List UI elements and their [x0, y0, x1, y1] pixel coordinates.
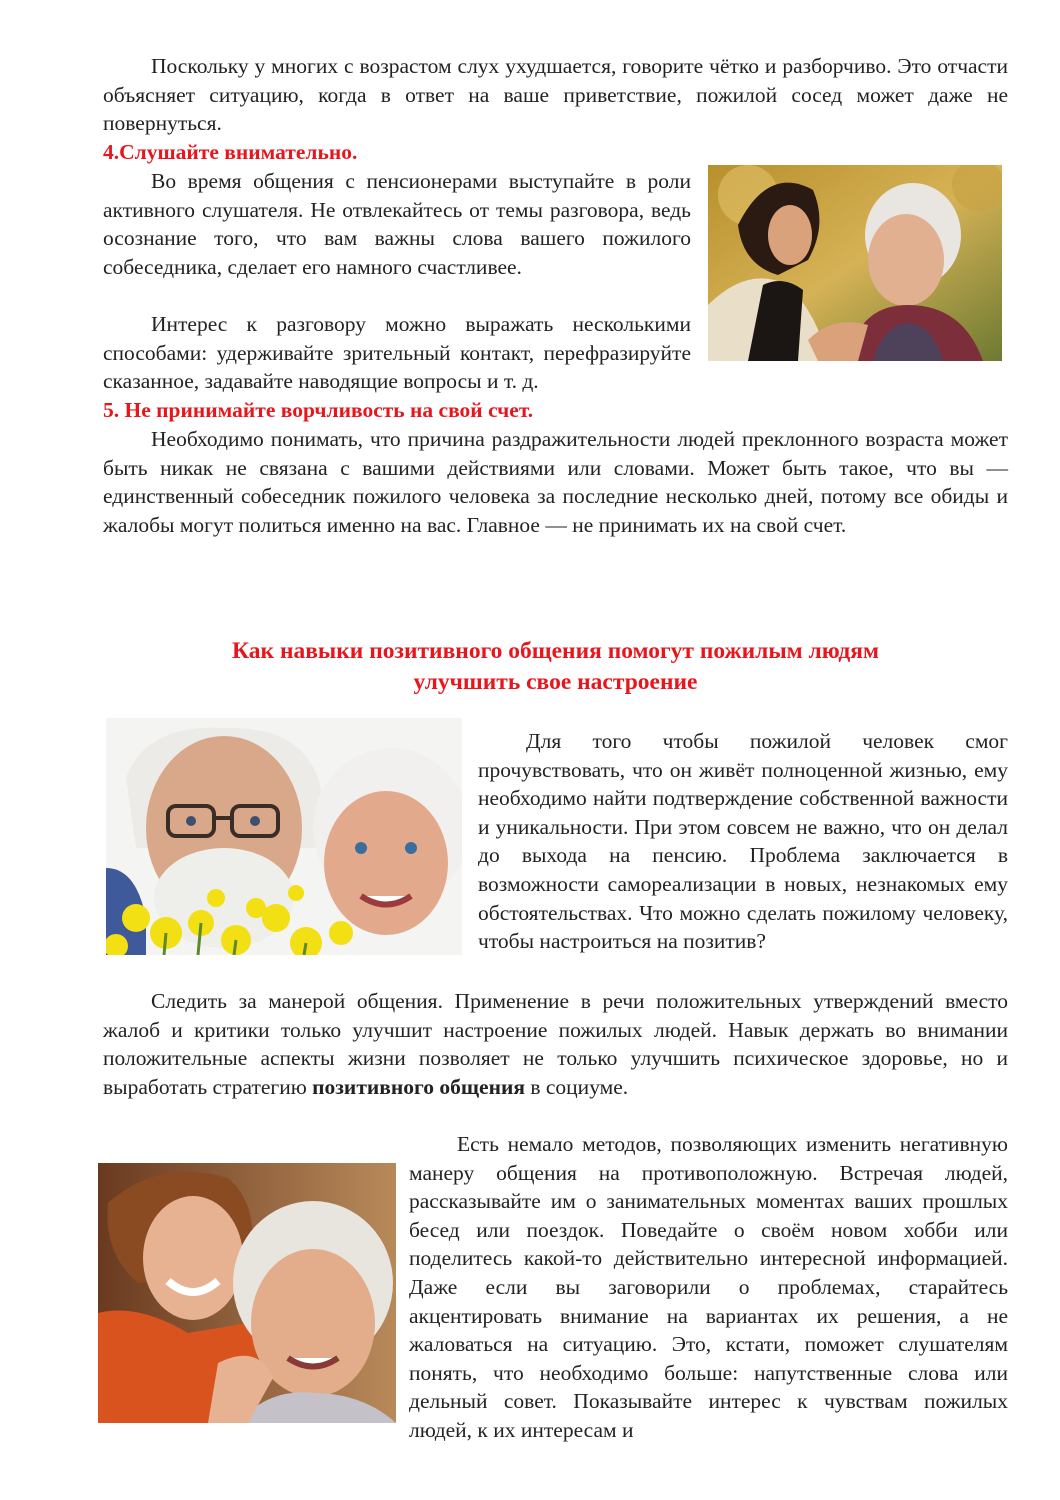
section-title: [103, 636, 1008, 698]
paragraph-manner-bold: позитивного общения: [312, 1074, 525, 1099]
paragraph-manner: [103, 987, 1008, 1101]
paragraph-self-realization-text: Для того чтобы пожилой человек смог прочувствовать, что он живёт полноценной жизнью, ему необходимо найти подтверждение собственной важности и уникальности. При этом совсем не важно, что он делал до выхода на пенсию. Проблема заключается в возможности самореализации в новых, незнакомых ему обстоятельствах. Что можно сделать пожилому человеку, чтобы настроиться на позитив?: [478, 729, 1008, 954]
section-title-line1: Как навыки позитивного общения помогут пожилым людям: [232, 638, 879, 664]
paragraph-self-realization: [103, 727, 1008, 965]
paragraph-methods: [103, 1130, 1008, 1459]
heading-listen-carefully: 4.Слушайте внимательно.: [103, 140, 358, 164]
paragraph-active-listener: Во время общения с пенсионерами выступайте в роли активного слушателя. Не отвлекайтесь от темы разговора, ведь осознание того, что вам важны слова вашего пожилого собеседника, сделает его намного счастливее.: [103, 169, 691, 279]
paragraph-irritability: Необходимо понимать, что причина раздражительности людей преклонного возраста может быть никак не связана с вашими действиями или словами. Может быть такое, что вы — единственный собеседник пожилого человека за последние несколько дней, потому все обиды и жалобы могут политься именно на вас. Главное — не принимать их на свой счет.: [103, 427, 1008, 537]
paragraph-hearing: Поскольку у многих с возрастом слух ухудшается, говорите чётко и разборчиво. Это отчасти объясняет ситуацию, когда в ответ на ваше приветствие, пожилой сосед может даже не повернуться.: [103, 54, 1008, 136]
paragraph-methods-text: Есть немало методов, позволяющих изменить негативную манеру общения на противоположную. Встречая людей, рассказывайте им о занимательных моментах ваших прошлых бесед или поездок. Поведайте о своём новом хобби или поделитесь какой-то действительно интересной информацией. Даже если вы заговорили о проблемах, старайтесь акцентировать внимание на вариантах их решения, а не жаловаться на ситуацию. Это, кстати, поможет слушателям понять, что необходимо больше: напутственные слова или дельный совет. Показывайте интерес к чувствам пожилых людей, к их интересам и: [409, 1132, 1008, 1442]
paragraph-manner-start: Следить за манерой общения. Применение в речи положительных утверждений вместо жалоб и критики только улучшит настроение пожилых людей. Навык держать во внимании положительные аспекты жизни позволяет не только улучшить психическое здоровье, но и выработать стратегию: [103, 989, 1008, 1099]
paragraph-interest-text: Интерес к разговору можно выражать несколькими способами: удерживайте зрительный контакт, перефразируйте сказанное, задавайте наводящие вопросы и т. д.: [103, 312, 691, 394]
float-spacer-2: [103, 1159, 409, 1459]
float-spacer-3: [691, 310, 1008, 362]
paragraph-manner-end: в социуме.: [530, 1074, 629, 1099]
heading-grumpiness: 5. Не принимайте ворчливость на свой счет.: [103, 398, 534, 422]
float-spacer: [103, 727, 478, 965]
paragraph-interest: [103, 310, 1008, 396]
section-title-line2: улучшить свое настроение: [413, 669, 698, 695]
